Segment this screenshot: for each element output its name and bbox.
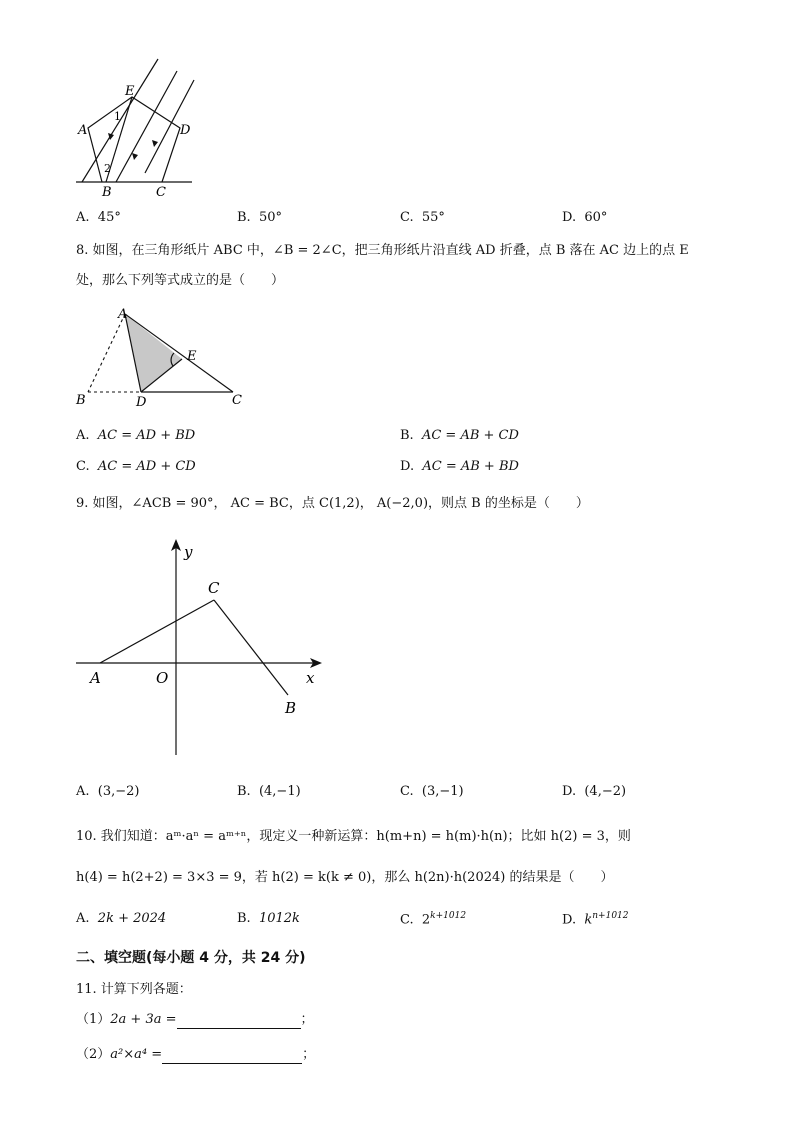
q9-label-C: C — [208, 579, 220, 597]
option-letter: B. — [237, 210, 251, 225]
q8-stem-line1: 8. 如图，在三角形纸片 ABC 中，∠B = 2∠C，把三角形纸片沿直线 AD 折叠，点 B 落在 AC 边上的点 E — [76, 243, 689, 258]
answer-blank-2[interactable] — [162, 1049, 302, 1064]
q8-option-c[interactable] — [76, 459, 196, 474]
option-text: 2 — [421, 912, 431, 928]
q10-stem-line1: 10. 我们知道：aᵐ·aⁿ = aᵐ⁺ⁿ，现定义一种新运算：h(m+n) = h(m)·h(n)；比如 h(2) = 3，则 — [76, 829, 631, 844]
option-letter: D. — [562, 210, 577, 225]
option-letter: C. — [400, 912, 414, 928]
q8-label-C: C — [232, 393, 242, 408]
q8-label-E: E — [187, 349, 197, 364]
section-title: 二、填空题(每小题 4 分，共 24 分) — [76, 950, 306, 966]
q7-label-angle2: 2 — [104, 162, 111, 175]
q9-label-x: x — [306, 669, 315, 687]
q7-label-B: B — [102, 185, 112, 200]
q11-stem: 11. 计算下列各题： — [76, 982, 192, 997]
item-expression: 2a + 3a = — [110, 1012, 177, 1027]
q8-dashed-AB — [88, 314, 125, 392]
q9-option-d[interactable] — [562, 784, 626, 799]
q8-label-D: D — [136, 395, 147, 410]
option-text: AC = AD + CD — [97, 459, 196, 474]
q7-option-c[interactable] — [400, 210, 445, 225]
q7-arrow-2 — [132, 153, 138, 160]
option-text: 50° — [258, 210, 282, 225]
q11-item-1 — [76, 1011, 314, 1029]
option-exponent: n+1012 — [592, 911, 629, 921]
option-text: 2k + 2024 — [97, 911, 167, 926]
option-text: 60° — [584, 210, 608, 225]
option-text: (4,−1) — [258, 784, 301, 799]
option-letter: D. — [400, 459, 415, 474]
option-text: 45° — [97, 210, 121, 225]
q7-option-d[interactable] — [562, 210, 607, 225]
q7-arrow-3 — [152, 140, 158, 147]
option-text: 55° — [421, 210, 445, 225]
answer-blank-1[interactable] — [177, 1014, 301, 1029]
q11-item-2 — [76, 1046, 315, 1064]
q7-option-a[interactable] — [76, 210, 121, 225]
q7-label-E: E — [125, 84, 135, 99]
q8-figure — [70, 302, 260, 412]
option-text: AC = AB + CD — [421, 428, 519, 443]
q10-stem-line2: h(4) = h(2+2) = 3×3 = 9，若 h(2) = k(k ≠ 0)，那么 h(2n)·h(2024) 的结果是（ ） — [76, 870, 614, 885]
option-letter: A. — [76, 911, 90, 926]
option-text: 1012k — [258, 911, 300, 926]
option-letter: A. — [76, 784, 90, 799]
q8-label-B: B — [76, 393, 86, 408]
option-letter: B. — [237, 784, 251, 799]
q10-option-d[interactable] — [562, 911, 629, 927]
q7-figure — [70, 55, 210, 200]
option-letter: C. — [400, 784, 414, 799]
option-text: (4,−2) — [584, 784, 627, 799]
q8-option-a[interactable] — [76, 428, 195, 443]
q7-label-angle1: 1 — [114, 110, 121, 123]
option-letter: D. — [562, 912, 577, 928]
q10-option-c[interactable] — [400, 911, 466, 927]
q8-option-d[interactable] — [400, 459, 519, 474]
option-letter: B. — [400, 428, 414, 443]
option-letter: B. — [237, 911, 251, 926]
q10-option-a[interactable] — [76, 911, 166, 926]
q9-segment-CB — [214, 600, 288, 695]
option-letter: D. — [562, 784, 577, 799]
option-text: (3,−2) — [97, 784, 140, 799]
option-text: k — [584, 912, 593, 928]
q10-option-b[interactable] — [237, 911, 300, 926]
q8-option-b[interactable] — [400, 428, 519, 443]
q8-label-A: A — [118, 307, 128, 322]
option-text: (3,−1) — [421, 784, 464, 799]
item-end: ； — [300, 1012, 314, 1027]
q9-option-a[interactable] — [76, 784, 140, 799]
q7-pentagon — [88, 97, 180, 182]
q9-label-B: B — [285, 699, 297, 717]
q9-option-b[interactable] — [237, 784, 301, 799]
item-number: （1） — [76, 1012, 111, 1027]
q9-label-O: O — [156, 669, 169, 687]
option-letter: A. — [76, 210, 90, 225]
option-text: AC = AB + BD — [422, 459, 519, 474]
q7-label-D: D — [180, 123, 191, 138]
q9-label-y: y — [184, 543, 193, 561]
option-letter: C. — [76, 459, 90, 474]
item-number: （2） — [76, 1047, 111, 1062]
option-letter: A. — [76, 428, 90, 443]
option-letter: C. — [400, 210, 414, 225]
q9-option-c[interactable] — [400, 784, 464, 799]
item-end: ； — [302, 1047, 316, 1062]
item-expression: a²×a⁴ = — [110, 1047, 163, 1062]
q8-stem-line2: 处，那么下列等式成立的是（ ） — [76, 273, 285, 288]
q7-label-C: C — [156, 185, 166, 200]
q9-label-A: A — [90, 669, 101, 687]
q7-option-b[interactable] — [237, 210, 282, 225]
q7-label-A: A — [78, 123, 88, 138]
option-text: AC = AD + BD — [97, 428, 196, 443]
q9-figure — [70, 535, 330, 760]
option-exponent: k+1012 — [430, 911, 467, 921]
q9-stem: 9. 如图，∠ACB = 90°， AC = BC，点 C(1,2)， A(−2,0)，则点 B 的坐标是（ ） — [76, 496, 589, 511]
q9-segment-AC — [100, 600, 214, 663]
